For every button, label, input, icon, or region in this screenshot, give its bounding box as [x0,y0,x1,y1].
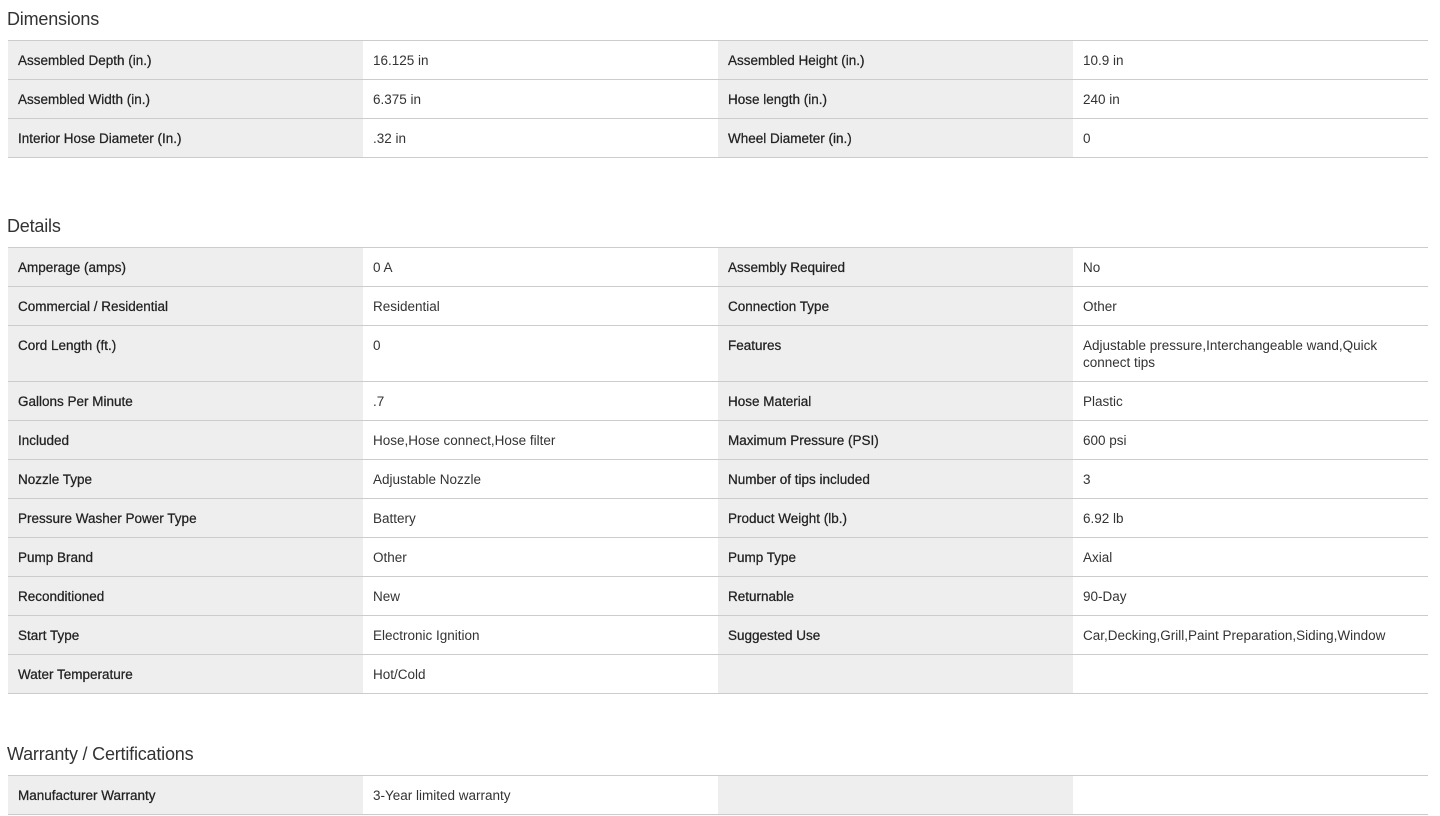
spec-label: Features [718,326,1073,382]
spec-value: Other [363,538,718,577]
spec-value: No [1073,248,1428,287]
spec-label: Commercial / Residential [8,287,363,326]
section-title-details: Details [7,216,61,236]
details-table [8,247,1428,694]
spec-value: 0 A [363,248,718,287]
spec-label-empty [718,655,1073,694]
spec-value: Other [1073,287,1428,326]
spec-value: Hot/Cold [363,655,718,694]
spec-value: Adjustable Nozzle [363,460,718,499]
spec-label: Amperage (amps) [8,248,363,287]
spec-label: Water Temperature [8,655,363,694]
spec-value: Hose,Hose connect,Hose filter [363,421,718,460]
spec-label: Manufacturer Warranty [8,776,363,815]
spec-value: 6.375 in [363,80,718,119]
spec-label: Connection Type [718,287,1073,326]
spec-label: Hose Material [718,382,1073,421]
spec-label: Assembly Required [718,248,1073,287]
spec-value: 240 in [1073,80,1428,119]
spec-value: 10.9 in [1073,41,1428,80]
spec-label: Suggested Use [718,616,1073,655]
spec-label: Pump Brand [8,538,363,577]
spec-value: 90-Day [1073,577,1428,616]
spec-value: Adjustable pressure,Interchangeable wand,Quick connect tips [1073,326,1428,382]
spec-value: 16.125 in [363,41,718,80]
warranty-table [8,775,1428,815]
spec-label: Assembled Height (in.) [718,41,1073,80]
spec-value: .7 [363,382,718,421]
spec-label: Number of tips included [718,460,1073,499]
spec-value: 3 [1073,460,1428,499]
warranty-section [8,735,1428,815]
spec-value: 0 [363,326,718,382]
spec-label: Gallons Per Minute [8,382,363,421]
spec-value: .32 in [363,119,718,158]
spec-label: Hose length (in.) [718,80,1073,119]
spec-label: Returnable [718,577,1073,616]
spec-value: 6.92 lb [1073,499,1428,538]
spec-label: Start Type [8,616,363,655]
spec-label: Pressure Washer Power Type [8,499,363,538]
spec-value-empty [1073,655,1428,694]
spec-value: 600 psi [1073,421,1428,460]
spec-value: New [363,577,718,616]
spec-value: 3-Year limited warranty [363,776,718,815]
spec-label: Pump Type [718,538,1073,577]
spec-label: Cord Length (ft.) [8,326,363,382]
spec-label: Included [8,421,363,460]
spec-value: Car,Decking,Grill,Paint Preparation,Siding,Window [1073,616,1428,655]
spec-label: Wheel Diameter (in.) [718,119,1073,158]
spec-value: Electronic Ignition [363,616,718,655]
spec-value: Battery [363,499,718,538]
spec-label: Assembled Width (in.) [8,80,363,119]
spec-value: Plastic [1073,382,1428,421]
details-section [8,207,1428,694]
section-title-dimensions: Dimensions [7,9,100,29]
dimensions-table [8,40,1428,158]
spec-value-empty [1073,776,1428,815]
spec-value: 0 [1073,119,1428,158]
dimensions-section [8,0,1428,158]
spec-label: Maximum Pressure (PSI) [718,421,1073,460]
spec-label: Assembled Depth (in.) [8,41,363,80]
spec-label: Reconditioned [8,577,363,616]
spec-value: Residential [363,287,718,326]
spec-label: Nozzle Type [8,460,363,499]
spec-label-empty [718,776,1073,815]
spec-label: Interior Hose Diameter (In.) [8,119,363,158]
spec-label: Product Weight (lb.) [718,499,1073,538]
section-title-warranty: Warranty / Certifications [7,744,194,764]
spec-value: Axial [1073,538,1428,577]
